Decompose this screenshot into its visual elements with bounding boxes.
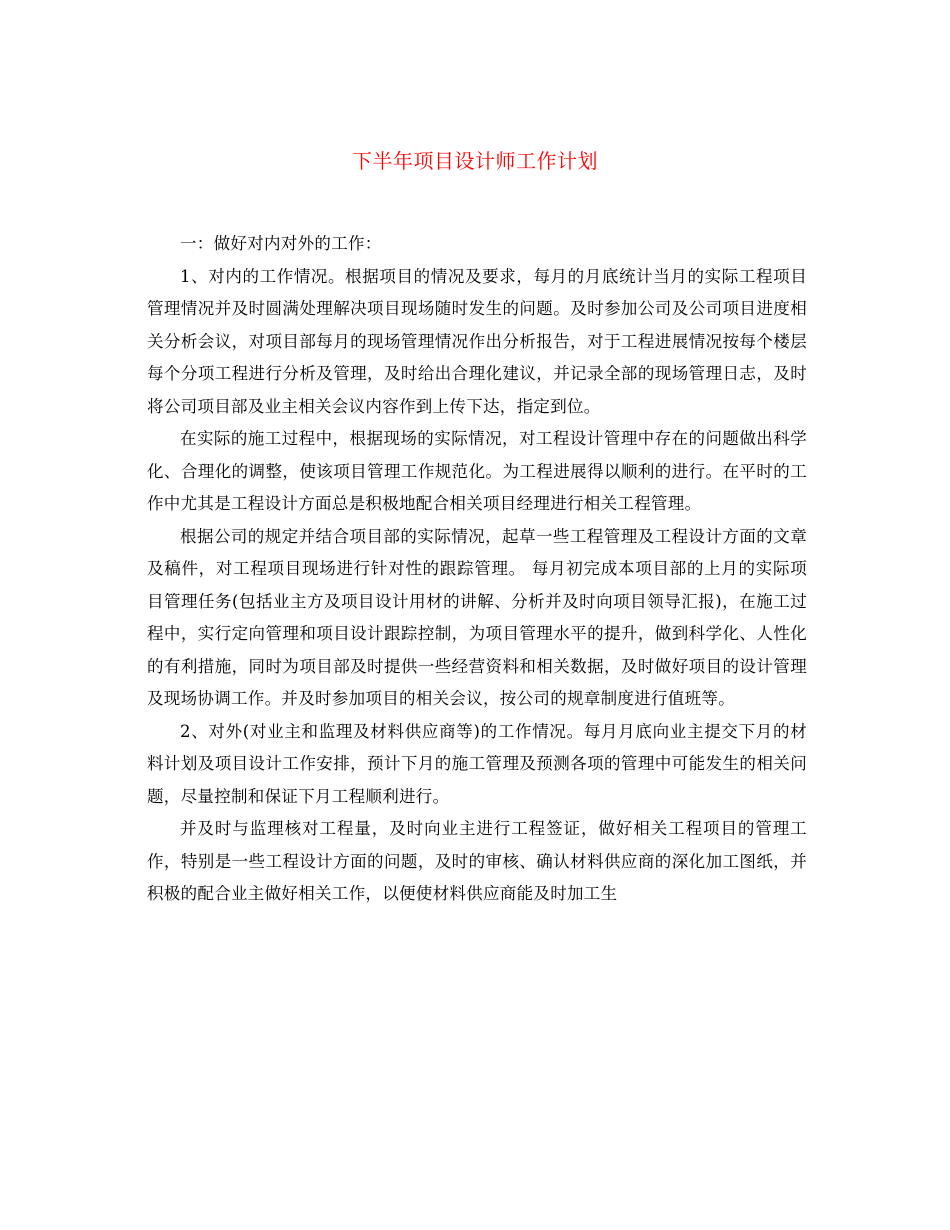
document-title: 下半年项目设计师工作计划 <box>352 149 598 173</box>
paragraph-company-rules: 根据公司的规定并结合项目部的实际情况，起草一些工程管理及工程设计方面的文章及稿件，对工程项目现场进行针对性的跟踪管理。 每月初完成本项目部的上月的实际项目管理任务(包括业主方及项目设计用材的讲解、分析并及时向项目领导汇报)，在施工过程中，实行定向管理和项目设计跟踪控制，为项目管理水平的提升，做到科学化、人性化的有利措施，同时为项目部及时提供一些经营资料和相关数据，及时做好项目的设计管理及现场协调工作。并及时参加项目的相关会议，按公司的规章制度进行值班等。 <box>147 526 807 708</box>
paragraph-construction-process: 在实际的施工过程中，根据现场的实际情况，对工程设计管理中存在的问题做出科学化、合理化的调整，使该项目管理工作规范化。为工程进展得以顺利的进行。在平时的工作中尤其是工程设计方面总是积极地配合相关项目经理进行相关工程管理。 <box>147 429 807 513</box>
paragraph-supervision: 并及时与监理核对工程量，及时向业主进行工程签证，做好相关工程项目的管理工作，特别是一些工程设计方面的问题，及时的审核、确认材料供应商的深化加工图纸，并积极的配合业主做好相关工作，以便使材料供应商能及时加工生 <box>147 819 807 903</box>
paragraph-external-work: 2、对外(对业主和监理及材料供应商等)的工作情况。每月月底向业主提交下月的材料计划及项目设计工作安排，预计下月的施工管理及预测各项的管理中可能发生的相关问题，尽量控制和保证下月工程顺利进行。 <box>147 721 807 806</box>
document-body <box>147 228 807 911</box>
section-heading: 一：做好对内对外的工作： <box>180 234 382 253</box>
paragraph-internal-work: 1、对内的工作情况。根据项目的情况及要求，每月的月底统计当月的实际工程项目管理情况并及时圆满处理解决项目现场随时发生的问题。及时参加公司及公司项目进度相关分析会议，对项目部每月的现场管理情况作出分析报告，对于工程进展情况按每个楼层每个分项工程进行分析及管理，及时给出合理化建议，并记录全部的现场管理日志，及时将公司项目部及业主相关会议内容作到上传下达，指定到位。 <box>147 266 807 416</box>
